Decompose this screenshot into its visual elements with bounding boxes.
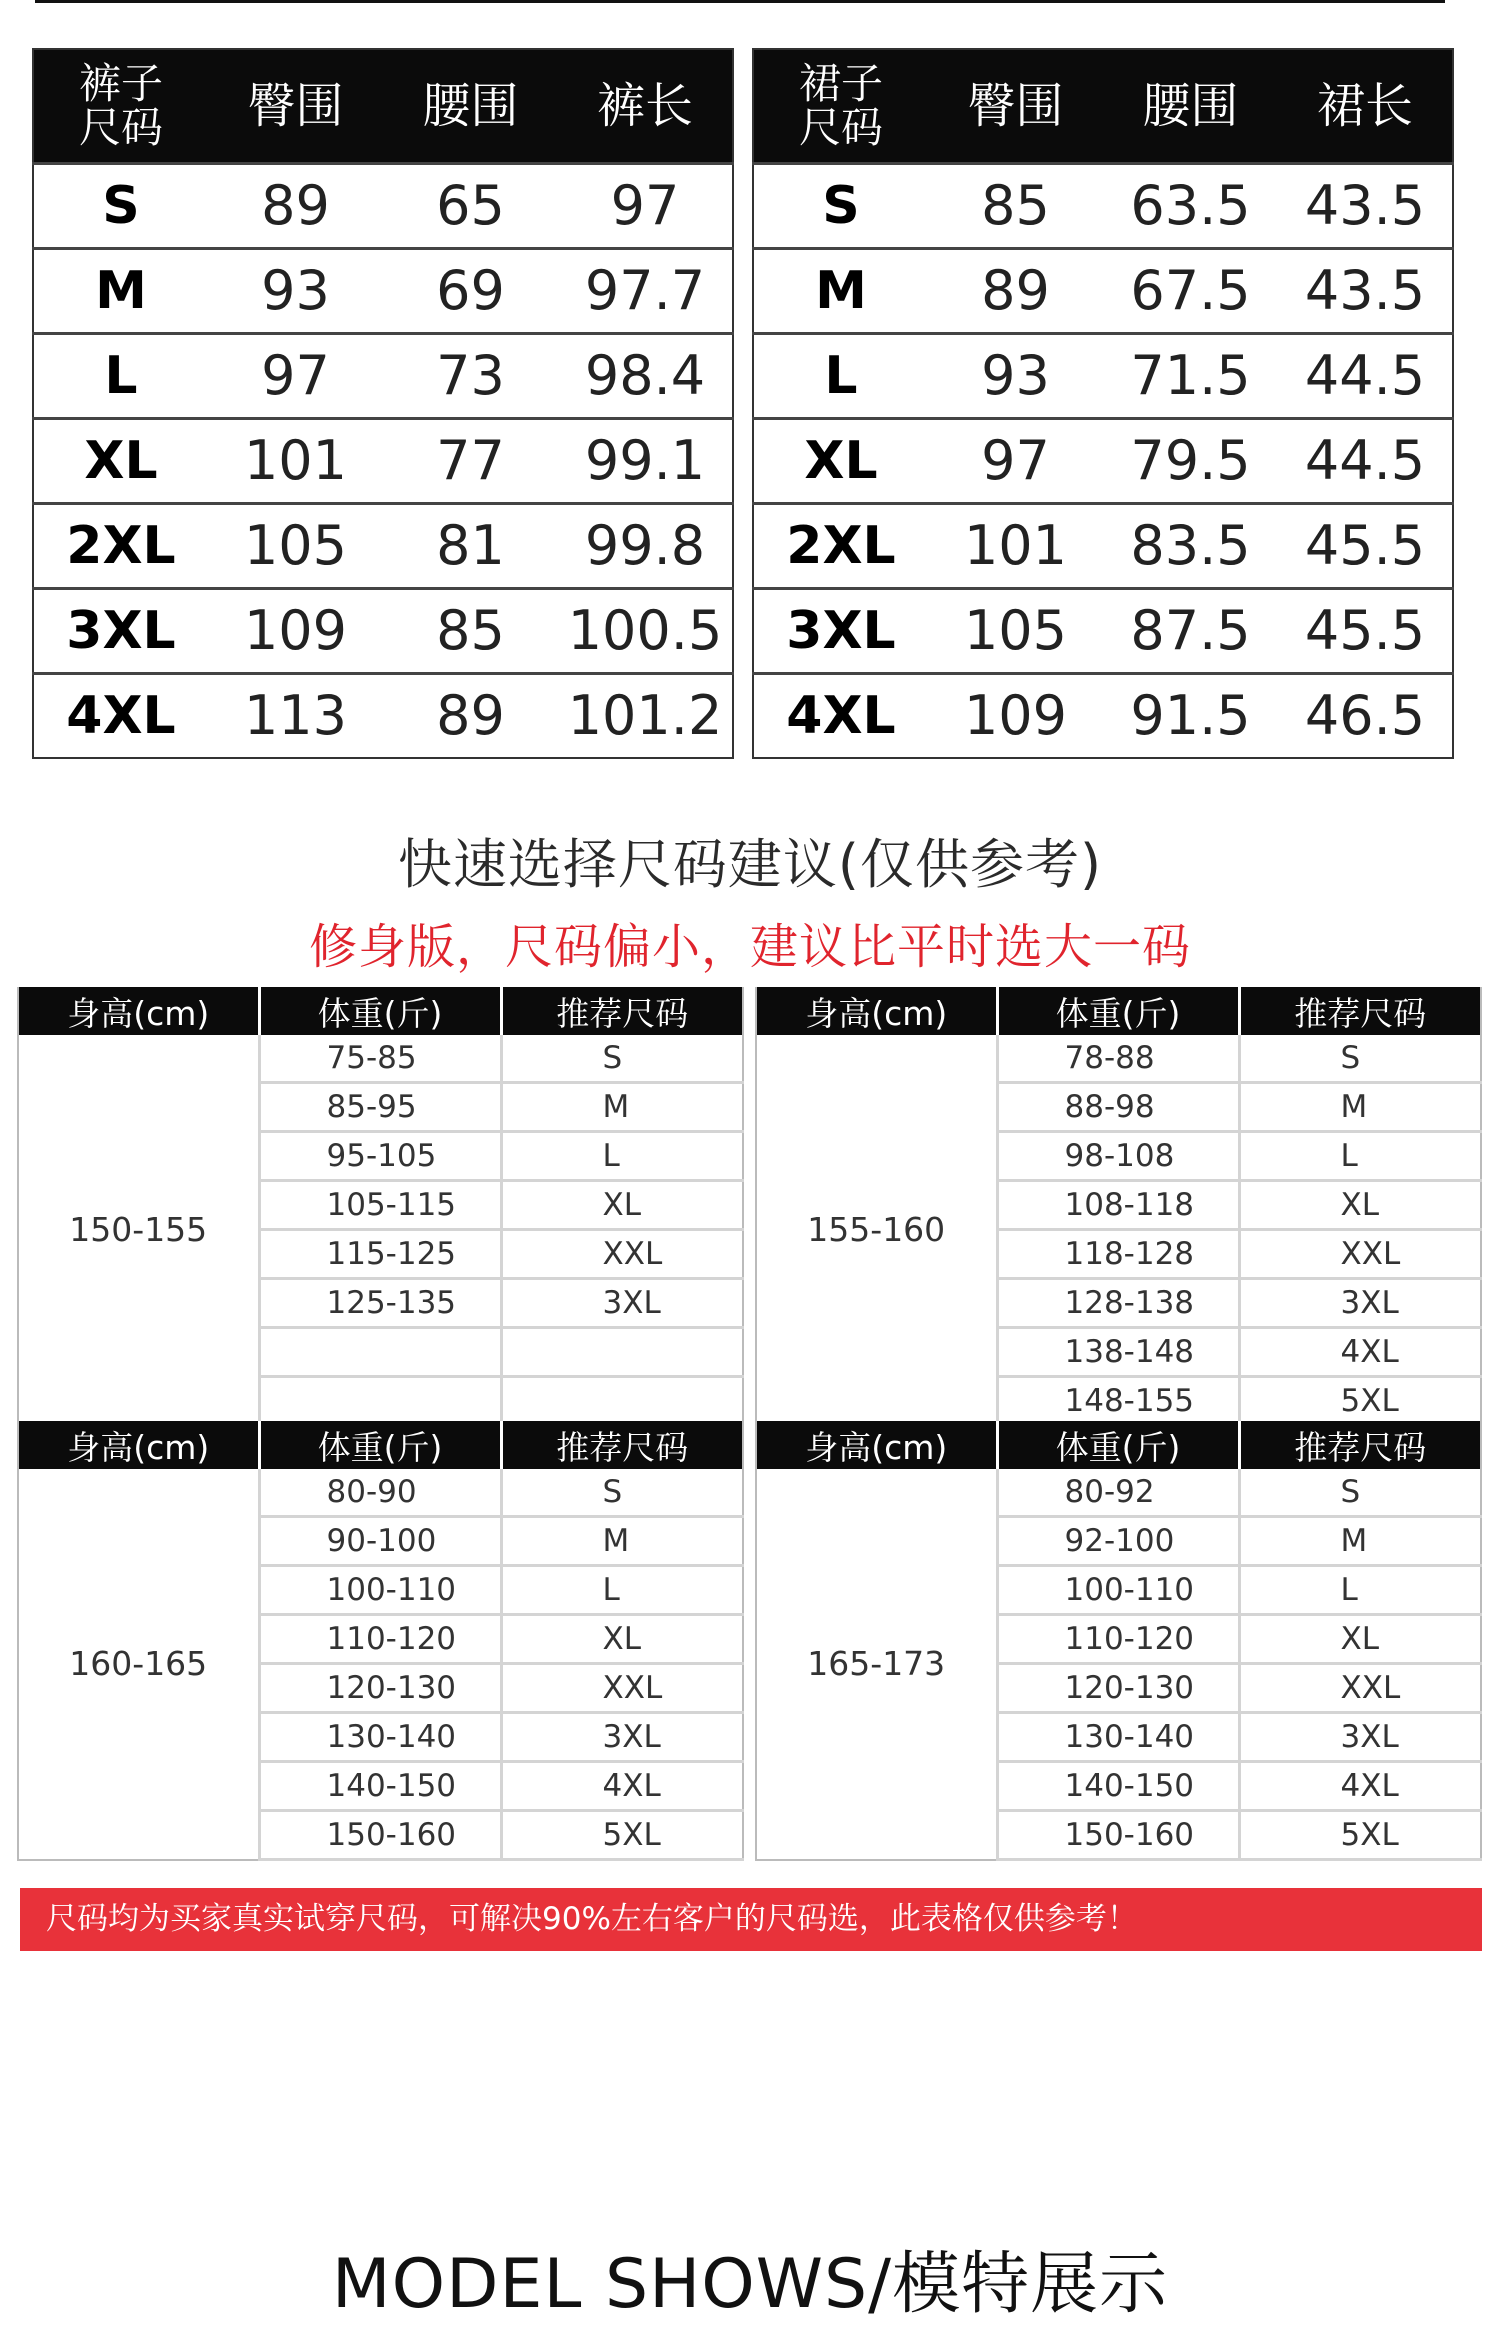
height-header: 身高(cm) [756, 1421, 997, 1469]
skirt-measure-cell: 91.5 [1103, 674, 1278, 759]
pants-size-code: 4XL [33, 674, 208, 759]
skirt-size-row [753, 504, 1453, 589]
skirt-size-header: 裙子 尺码 [753, 49, 928, 164]
pants-size-code: XL [33, 419, 208, 504]
recommended-size-header: 推荐尺码 [501, 987, 743, 1035]
height-header: 身高(cm) [756, 987, 997, 1035]
weight-range-cell [259, 1377, 501, 1426]
pants-measure-cell: 65 [383, 164, 558, 249]
weight-range-cell: 90-100 [259, 1517, 501, 1566]
weight-range-cell: 118-128 [997, 1230, 1239, 1279]
pants-size-row [33, 419, 733, 504]
pants-size-row [33, 504, 733, 589]
pants-measure-cell: 109 [208, 589, 383, 674]
pants-measure-cell: 89 [208, 164, 383, 249]
recommended-size-cell: M [501, 1083, 743, 1132]
pants-header-row [33, 49, 733, 164]
weight-header: 体重(斤) [997, 1421, 1239, 1469]
pants-size-row [33, 674, 733, 759]
recommended-size-header: 推荐尺码 [501, 1421, 743, 1469]
recommended-size-cell: M [501, 1517, 743, 1566]
skirt-measure-cell: 45.5 [1278, 504, 1453, 589]
recommendation-header-row [18, 987, 743, 1035]
weight-range-cell: 140-150 [997, 1762, 1239, 1811]
recommendation-header-row [756, 987, 1481, 1035]
recommended-size-cell: L [1239, 1132, 1481, 1181]
recommendation-row [756, 1469, 1481, 1517]
recommended-size-cell: XXL [501, 1230, 743, 1279]
pants-measure-cell: 93 [208, 249, 383, 334]
skirt-table-body [753, 164, 1453, 759]
recommended-size-cell: XXL [1239, 1664, 1481, 1713]
pants-measure-cell: 100.5 [558, 589, 733, 674]
weight-range-cell: 110-120 [997, 1615, 1239, 1664]
recommended-size-cell: XXL [501, 1664, 743, 1713]
weight-range-cell: 108-118 [997, 1181, 1239, 1230]
pants-size-header: 裤子 尺码 [33, 49, 208, 164]
recommended-size-cell [501, 1377, 743, 1426]
pants-measure-cell: 85 [383, 589, 558, 674]
weight-range-cell: 92-100 [997, 1517, 1239, 1566]
skirt-size-code: 4XL [753, 674, 928, 759]
skirt-measure-cell: 105 [928, 589, 1103, 674]
pants-waist-header: 腰围 [383, 49, 558, 164]
skirt-waist-header: 腰围 [1103, 49, 1278, 164]
skirt-size-code: S [753, 164, 928, 249]
pants-measure-cell: 81 [383, 504, 558, 589]
recommendation-table-150-155 [17, 987, 744, 1427]
pants-measure-cell: 89 [383, 674, 558, 759]
weight-range-cell: 88-98 [997, 1083, 1239, 1132]
skirt-measure-cell: 44.5 [1278, 334, 1453, 419]
recommended-size-cell: 3XL [1239, 1713, 1481, 1762]
recommendation-header-row [756, 1421, 1481, 1469]
skirt-measure-cell: 71.5 [1103, 334, 1278, 419]
pants-size-code: S [33, 164, 208, 249]
pants-measure-cell: 69 [383, 249, 558, 334]
top-divider [35, 0, 1445, 3]
weight-range-cell: 78-88 [997, 1035, 1239, 1083]
skirt-measure-cell: 45.5 [1278, 589, 1453, 674]
recommended-size-cell: 3XL [501, 1713, 743, 1762]
weight-range-cell: 95-105 [259, 1132, 501, 1181]
recommended-size-cell: L [1239, 1566, 1481, 1615]
recommended-size-header: 推荐尺码 [1239, 987, 1481, 1035]
recommendation-row [18, 1469, 743, 1517]
skirt-size-row [753, 674, 1453, 759]
weight-header: 体重(斤) [997, 987, 1239, 1035]
pants-size-code: L [33, 334, 208, 419]
pants-size-row [33, 334, 733, 419]
recommended-size-cell: 5XL [501, 1811, 743, 1860]
weight-range-cell: 75-85 [259, 1035, 501, 1083]
skirt-measure-cell: 46.5 [1278, 674, 1453, 759]
height-header: 身高(cm) [18, 987, 259, 1035]
recommended-size-cell: S [501, 1469, 743, 1517]
skirt-size-code: M [753, 249, 928, 334]
recommended-size-cell: XL [501, 1615, 743, 1664]
skirt-measure-cell: 93 [928, 334, 1103, 419]
fit-note: 修身版，尺码偏小，建议比平时选大一码 [308, 919, 1191, 975]
recommended-size-cell: L [501, 1132, 743, 1181]
weight-header: 体重(斤) [259, 1421, 501, 1469]
model-shows-title: MODEL SHOWS/模特展示 [331, 2245, 1169, 2324]
weight-range-cell: 110-120 [259, 1615, 501, 1664]
pants-measure-cell: 113 [208, 674, 383, 759]
weight-range-cell: 128-138 [997, 1279, 1239, 1328]
weight-header: 体重(斤) [259, 987, 501, 1035]
recommended-size-cell: 4XL [1239, 1762, 1481, 1811]
skirt-measure-cell: 109 [928, 674, 1103, 759]
weight-range-cell: 100-110 [259, 1566, 501, 1615]
weight-range-cell: 150-160 [259, 1811, 501, 1860]
skirt-measure-cell: 87.5 [1103, 589, 1278, 674]
pants-measure-cell: 77 [383, 419, 558, 504]
pants-size-table [32, 48, 734, 759]
weight-range-cell: 148-155 [997, 1377, 1239, 1426]
height-header: 身高(cm) [18, 1421, 259, 1469]
skirt-measure-cell: 83.5 [1103, 504, 1278, 589]
recommended-size-cell: S [1239, 1035, 1481, 1083]
pants-measure-cell: 97 [558, 164, 733, 249]
weight-range-cell: 98-108 [997, 1132, 1239, 1181]
recommended-size-cell: XL [1239, 1615, 1481, 1664]
weight-range-cell: 125-135 [259, 1279, 501, 1328]
skirt-size-row [753, 164, 1453, 249]
pants-measure-cell: 98.4 [558, 334, 733, 419]
height-range-cell: 160-165 [18, 1469, 259, 1860]
skirt-measure-cell: 97 [928, 419, 1103, 504]
skirt-size-table [752, 48, 1454, 759]
pants-size-row [33, 589, 733, 674]
weight-range-cell: 115-125 [259, 1230, 501, 1279]
skirt-measure-cell: 85 [928, 164, 1103, 249]
height-range-cell: 165-173 [756, 1469, 997, 1860]
recommendation-header-row [18, 1421, 743, 1469]
weight-range-cell: 120-130 [259, 1664, 501, 1713]
quick-size-title: 快速选择尺码建议(仅供参考) [397, 833, 1103, 896]
pants-hip-header: 臀围 [208, 49, 383, 164]
pants-measure-cell: 73 [383, 334, 558, 419]
pants-measure-cell: 101 [208, 419, 383, 504]
recommended-size-cell: 5XL [1239, 1811, 1481, 1860]
weight-range-cell: 100-110 [997, 1566, 1239, 1615]
recommended-size-header: 推荐尺码 [1239, 1421, 1481, 1469]
recommended-size-cell: L [501, 1566, 743, 1615]
recommended-size-cell [501, 1328, 743, 1377]
pants-measure-cell: 101.2 [558, 674, 733, 759]
skirt-measure-cell: 89 [928, 249, 1103, 334]
skirt-size-code: 3XL [753, 589, 928, 674]
skirt-hip-header: 臀围 [928, 49, 1103, 164]
weight-range-cell: 138-148 [997, 1328, 1239, 1377]
skirt-measure-cell: 63.5 [1103, 164, 1278, 249]
recommendation-table-165-173 [755, 1421, 1482, 1861]
pants-table-body [33, 164, 733, 759]
height-range-cell: 150-155 [18, 1035, 259, 1426]
recommended-size-cell: 4XL [501, 1762, 743, 1811]
weight-range-cell: 130-140 [259, 1713, 501, 1762]
recommendation-row [18, 1035, 743, 1083]
recommended-size-cell: 3XL [501, 1279, 743, 1328]
skirt-measure-cell: 101 [928, 504, 1103, 589]
pants-measure-cell: 99.8 [558, 504, 733, 589]
pants-measure-cell: 99.1 [558, 419, 733, 504]
weight-range-cell: 140-150 [259, 1762, 501, 1811]
pants-measure-cell: 97 [208, 334, 383, 419]
skirt-length-header: 裙长 [1278, 49, 1453, 164]
pants-size-row [33, 164, 733, 249]
weight-range-cell: 130-140 [997, 1713, 1239, 1762]
skirt-header-row [753, 49, 1453, 164]
pants-size-row [33, 249, 733, 334]
recommended-size-cell: XL [1239, 1181, 1481, 1230]
recommended-size-cell: 4XL [1239, 1328, 1481, 1377]
weight-range-cell [259, 1328, 501, 1377]
weight-range-cell: 85-95 [259, 1083, 501, 1132]
skirt-measure-cell: 79.5 [1103, 419, 1278, 504]
recommendation-table-160-165 [17, 1421, 744, 1861]
skirt-size-row [753, 419, 1453, 504]
skirt-measure-cell: 44.5 [1278, 419, 1453, 504]
skirt-size-row [753, 334, 1453, 419]
weight-range-cell: 80-92 [997, 1469, 1239, 1517]
skirt-measure-cell: 43.5 [1278, 164, 1453, 249]
weight-range-cell: 105-115 [259, 1181, 501, 1230]
height-range-cell: 155-160 [756, 1035, 997, 1426]
skirt-size-row [753, 589, 1453, 674]
pants-length-header: 裤长 [558, 49, 733, 164]
weight-range-cell: 120-130 [997, 1664, 1239, 1713]
weight-range-cell: 80-90 [259, 1469, 501, 1517]
skirt-size-code: 2XL [753, 504, 928, 589]
disclaimer-banner: 尺码均为买家真实试穿尺码，可解决90%左右客户的尺码选，此表格仅供参考！ [20, 1888, 1482, 1951]
pants-size-code: 2XL [33, 504, 208, 589]
skirt-measure-cell: 43.5 [1278, 249, 1453, 334]
weight-range-cell: 150-160 [997, 1811, 1239, 1860]
recommended-size-cell: M [1239, 1083, 1481, 1132]
skirt-size-code: XL [753, 419, 928, 504]
pants-measure-cell: 105 [208, 504, 383, 589]
pants-size-code: M [33, 249, 208, 334]
recommended-size-cell: XL [501, 1181, 743, 1230]
recommended-size-cell: M [1239, 1517, 1481, 1566]
recommended-size-cell: 5XL [1239, 1377, 1481, 1426]
skirt-size-row [753, 249, 1453, 334]
skirt-size-code: L [753, 334, 928, 419]
recommendation-row [756, 1035, 1481, 1083]
recommendation-table-155-160 [755, 987, 1482, 1427]
recommended-size-cell: S [501, 1035, 743, 1083]
pants-size-code: 3XL [33, 589, 208, 674]
skirt-measure-cell: 67.5 [1103, 249, 1278, 334]
recommended-size-cell: S [1239, 1469, 1481, 1517]
pants-measure-cell: 97.7 [558, 249, 733, 334]
recommended-size-cell: XXL [1239, 1230, 1481, 1279]
recommended-size-cell: 3XL [1239, 1279, 1481, 1328]
